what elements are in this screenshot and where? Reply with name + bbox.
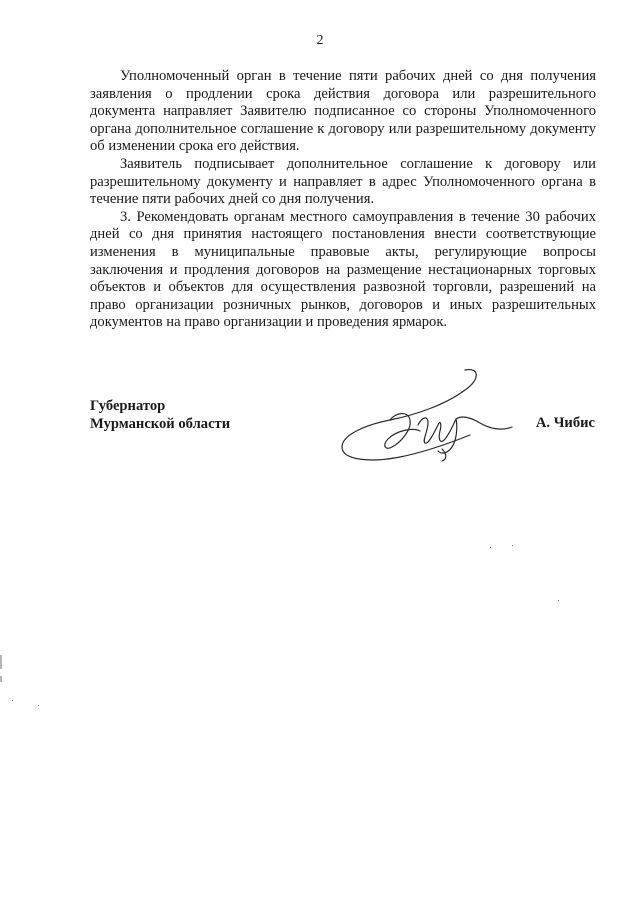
paragraph-recommendation: 3. Рекомендовать органам местного самоуправления в течение 30 рабочих дней со дня принятия настоящего постановления внести соответствующие изменения в муниципальные правовые акты, регулирующие вопросы заключения и продления договоров на размещение нестационарных торговых объектов и объектов для осуществления развозной торговли, разрешений на право организации розничных рынков, договоров и иных разрешительных документов на право организации и проведения ярмарок. — [90, 208, 596, 331]
position-region: Мурманской области — [90, 415, 231, 432]
scan-edge-mark — [0, 676, 2, 682]
signer-name: А. Чибис — [535, 415, 595, 431]
paragraph-applicant-signs: Заявитель подписывает дополнительное соглашение к договору или разрешительному документу и направляет в адрес Уполномоченного органа в течение пяти рабочих дней со дня получения. — [90, 155, 596, 208]
scan-speck — [38, 705, 39, 706]
page-number: 2 — [316, 33, 324, 48]
scan-speck — [558, 600, 559, 601]
position-title: Губернатор — [90, 398, 166, 414]
scan-speck — [512, 545, 513, 546]
scan-edge-mark — [0, 655, 2, 669]
scan-speck — [12, 700, 13, 701]
paragraph-extension-procedure: Уполномоченный орган в течение пяти рабочих дней со дня получения заявления о продлении срока действия договора или разрешительного документа направляет Заявителю подписанное со стороны Уполномоченного органа дополнительное соглашение к договору или разрешительному документу об изменении срока его действия. — [90, 68, 596, 155]
body-text — [90, 68, 596, 332]
signatory-position — [90, 398, 230, 433]
scan-speck — [490, 547, 491, 548]
handwritten-signature — [330, 365, 530, 470]
